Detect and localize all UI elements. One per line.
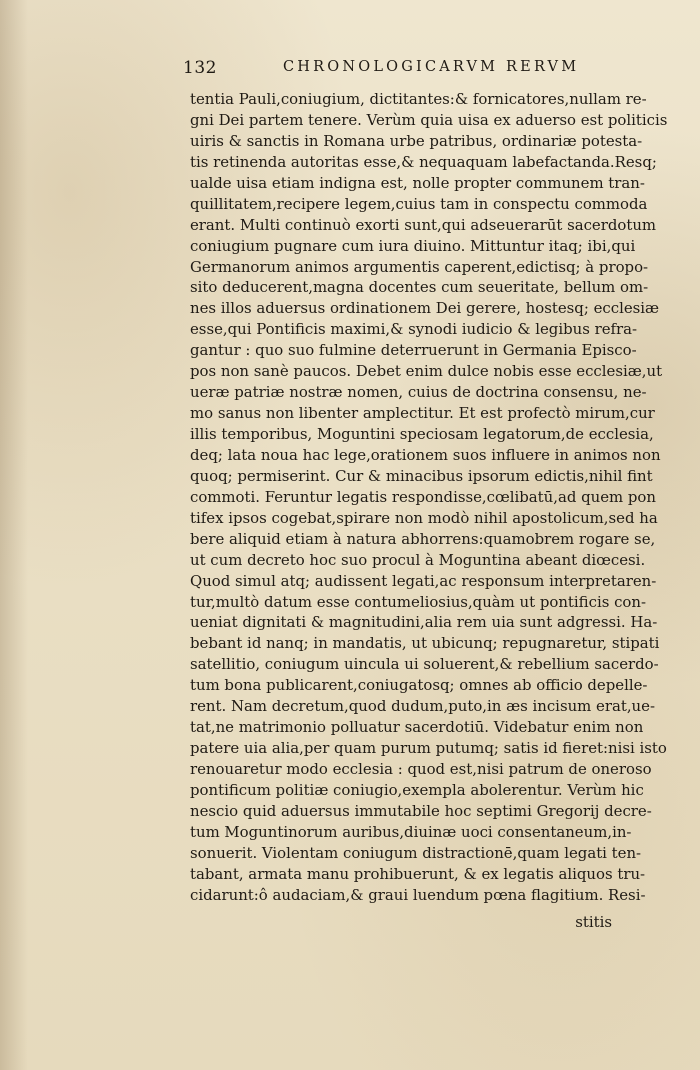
text-line: uiris & sanctis in Romana urbe patribus, ordinariæ potesta- xyxy=(190,131,643,150)
text-line: commoti. Feruntur legatis respondisse,cœlibatū,ad quem pon xyxy=(190,487,656,506)
text-line: tentia Pauli,coniugium, dictitantes:& fornicatores,nullam re- xyxy=(190,90,647,108)
text-line: ueniat dignitati & magnitudini,alia rem uia sunt adgressi. Ha- xyxy=(190,613,658,632)
page-header xyxy=(183,58,613,82)
text-line: patere uia alia,per quam purum putumq; satis id fieret:nisi isto xyxy=(190,739,667,758)
text-line: deq; lata noua hac lege,orationem suos influere in animos non xyxy=(190,445,661,464)
text-line: gni Dei partem tenere. Verùm quia uisa ex aduerso est politicis xyxy=(190,110,668,129)
text-line: nes illos aduersus ordinationem Dei gerere, hostesq; ecclesiæ xyxy=(190,299,660,318)
text-line: coniugium pugnare cum iura diuino. Mittuntur itaq; ibi,qui xyxy=(190,236,636,255)
body-text xyxy=(190,89,668,906)
text-line: cidarunt:ô audaciam,& graui luendum pœna flagitium. Resi- xyxy=(190,885,646,904)
text-line: gantur : quo suo fulmine deterruerunt in Germania Episco- xyxy=(190,341,637,360)
running-head: CHRONOLOGICARVM RERVM xyxy=(283,59,580,75)
text-line: illis temporibus, Moguntini speciosam legatorum,de ecclesia, xyxy=(190,425,654,443)
text-line: pos non sanè paucos. Debet enim dulce nobis esse ecclesiæ,ut xyxy=(190,362,663,381)
text-line: tum bona publicarent,coniugatosq; omnes ab officio depelle- xyxy=(190,676,648,695)
text-line: nescio quid aduersus immutabile hoc septimi Gregorij decre- xyxy=(190,801,652,820)
text-line: renouaretur modo ecclesia : quod est,nisi patrum de oneroso xyxy=(190,760,652,778)
text-line: ualde uisa etiam indigna est, nolle propter communem tran- xyxy=(190,173,645,192)
text-line: tur,multò datum esse contumeliosius,quàm ut pontificis con- xyxy=(190,592,647,611)
text-line: esse,qui Pontificis maximi,& synodi iudicio & legibus refra- xyxy=(190,320,638,339)
text-line: bere aliquid etiam à natura abhorrens:quamobrem rogare se, xyxy=(190,529,656,548)
page-number: 132 xyxy=(183,58,217,78)
text-line: pontificum politiæ coniugio,exempla abolerentur. Verùm hic xyxy=(190,780,644,799)
text-line: tifex ipsos cogebat,spirare non modò nihil apostolicum,sed ha xyxy=(190,508,658,527)
text-line: tabant, armata manu prohibuerunt, & ex legatis aliquos tru- xyxy=(190,864,646,883)
text-line: quillitatem,recipere legem,cuius tam in conspectu commoda xyxy=(190,194,648,213)
text-line: tis retinenda autoritas esse,& nequaquam labefactanda.Resq; xyxy=(190,152,657,171)
text-line: Germanorum animos argumentis caperent,edictisq; à propo- xyxy=(190,257,649,276)
text-line: rent. Nam decretum,quod dudum,puto,in æs incisum erat,ue- xyxy=(190,697,655,716)
text-line: Quod simul atq; audissent legati,ac responsum interpretaren- xyxy=(190,571,657,590)
text-line: tat,ne matrimonio polluatur sacerdotiū. Videbatur enim non xyxy=(190,718,644,737)
catchword: stitis xyxy=(575,913,612,931)
text-line: sonuerit. Violentam coniugum distractionē,quam legati ten- xyxy=(190,843,642,862)
text-line: erant. Multi continuò exorti sunt,qui adseuerarūt sacerdotum xyxy=(190,215,657,234)
text-line: mo sanus non libenter amplectitur. Et est profectò mirum,cur xyxy=(190,404,655,423)
text-line: quoq; permiserint. Cur & minacibus ipsorum edictis,nihil fint xyxy=(190,466,653,485)
text-line: satellitio, coniugum uincula ui soluerent,& rebellium sacerdo- xyxy=(190,655,659,674)
text-line: sito deducerent,magna docentes cum seueritate, bellum om- xyxy=(190,278,649,297)
text-line: bebant id nanq; in mandatis, ut ubicunq; repugnaretur, stipati xyxy=(190,634,660,653)
text-line: ueræ patriæ nostræ nomen, cuius de doctrina consensu, ne- xyxy=(190,383,647,402)
page-gutter-shadow xyxy=(0,0,28,1070)
text-line: tum Moguntinorum auribus,diuinæ uoci consentaneum,in- xyxy=(190,822,632,841)
text-line: ut cum decreto hoc suo procul à Moguntina abeant diœcesi. xyxy=(190,550,646,569)
